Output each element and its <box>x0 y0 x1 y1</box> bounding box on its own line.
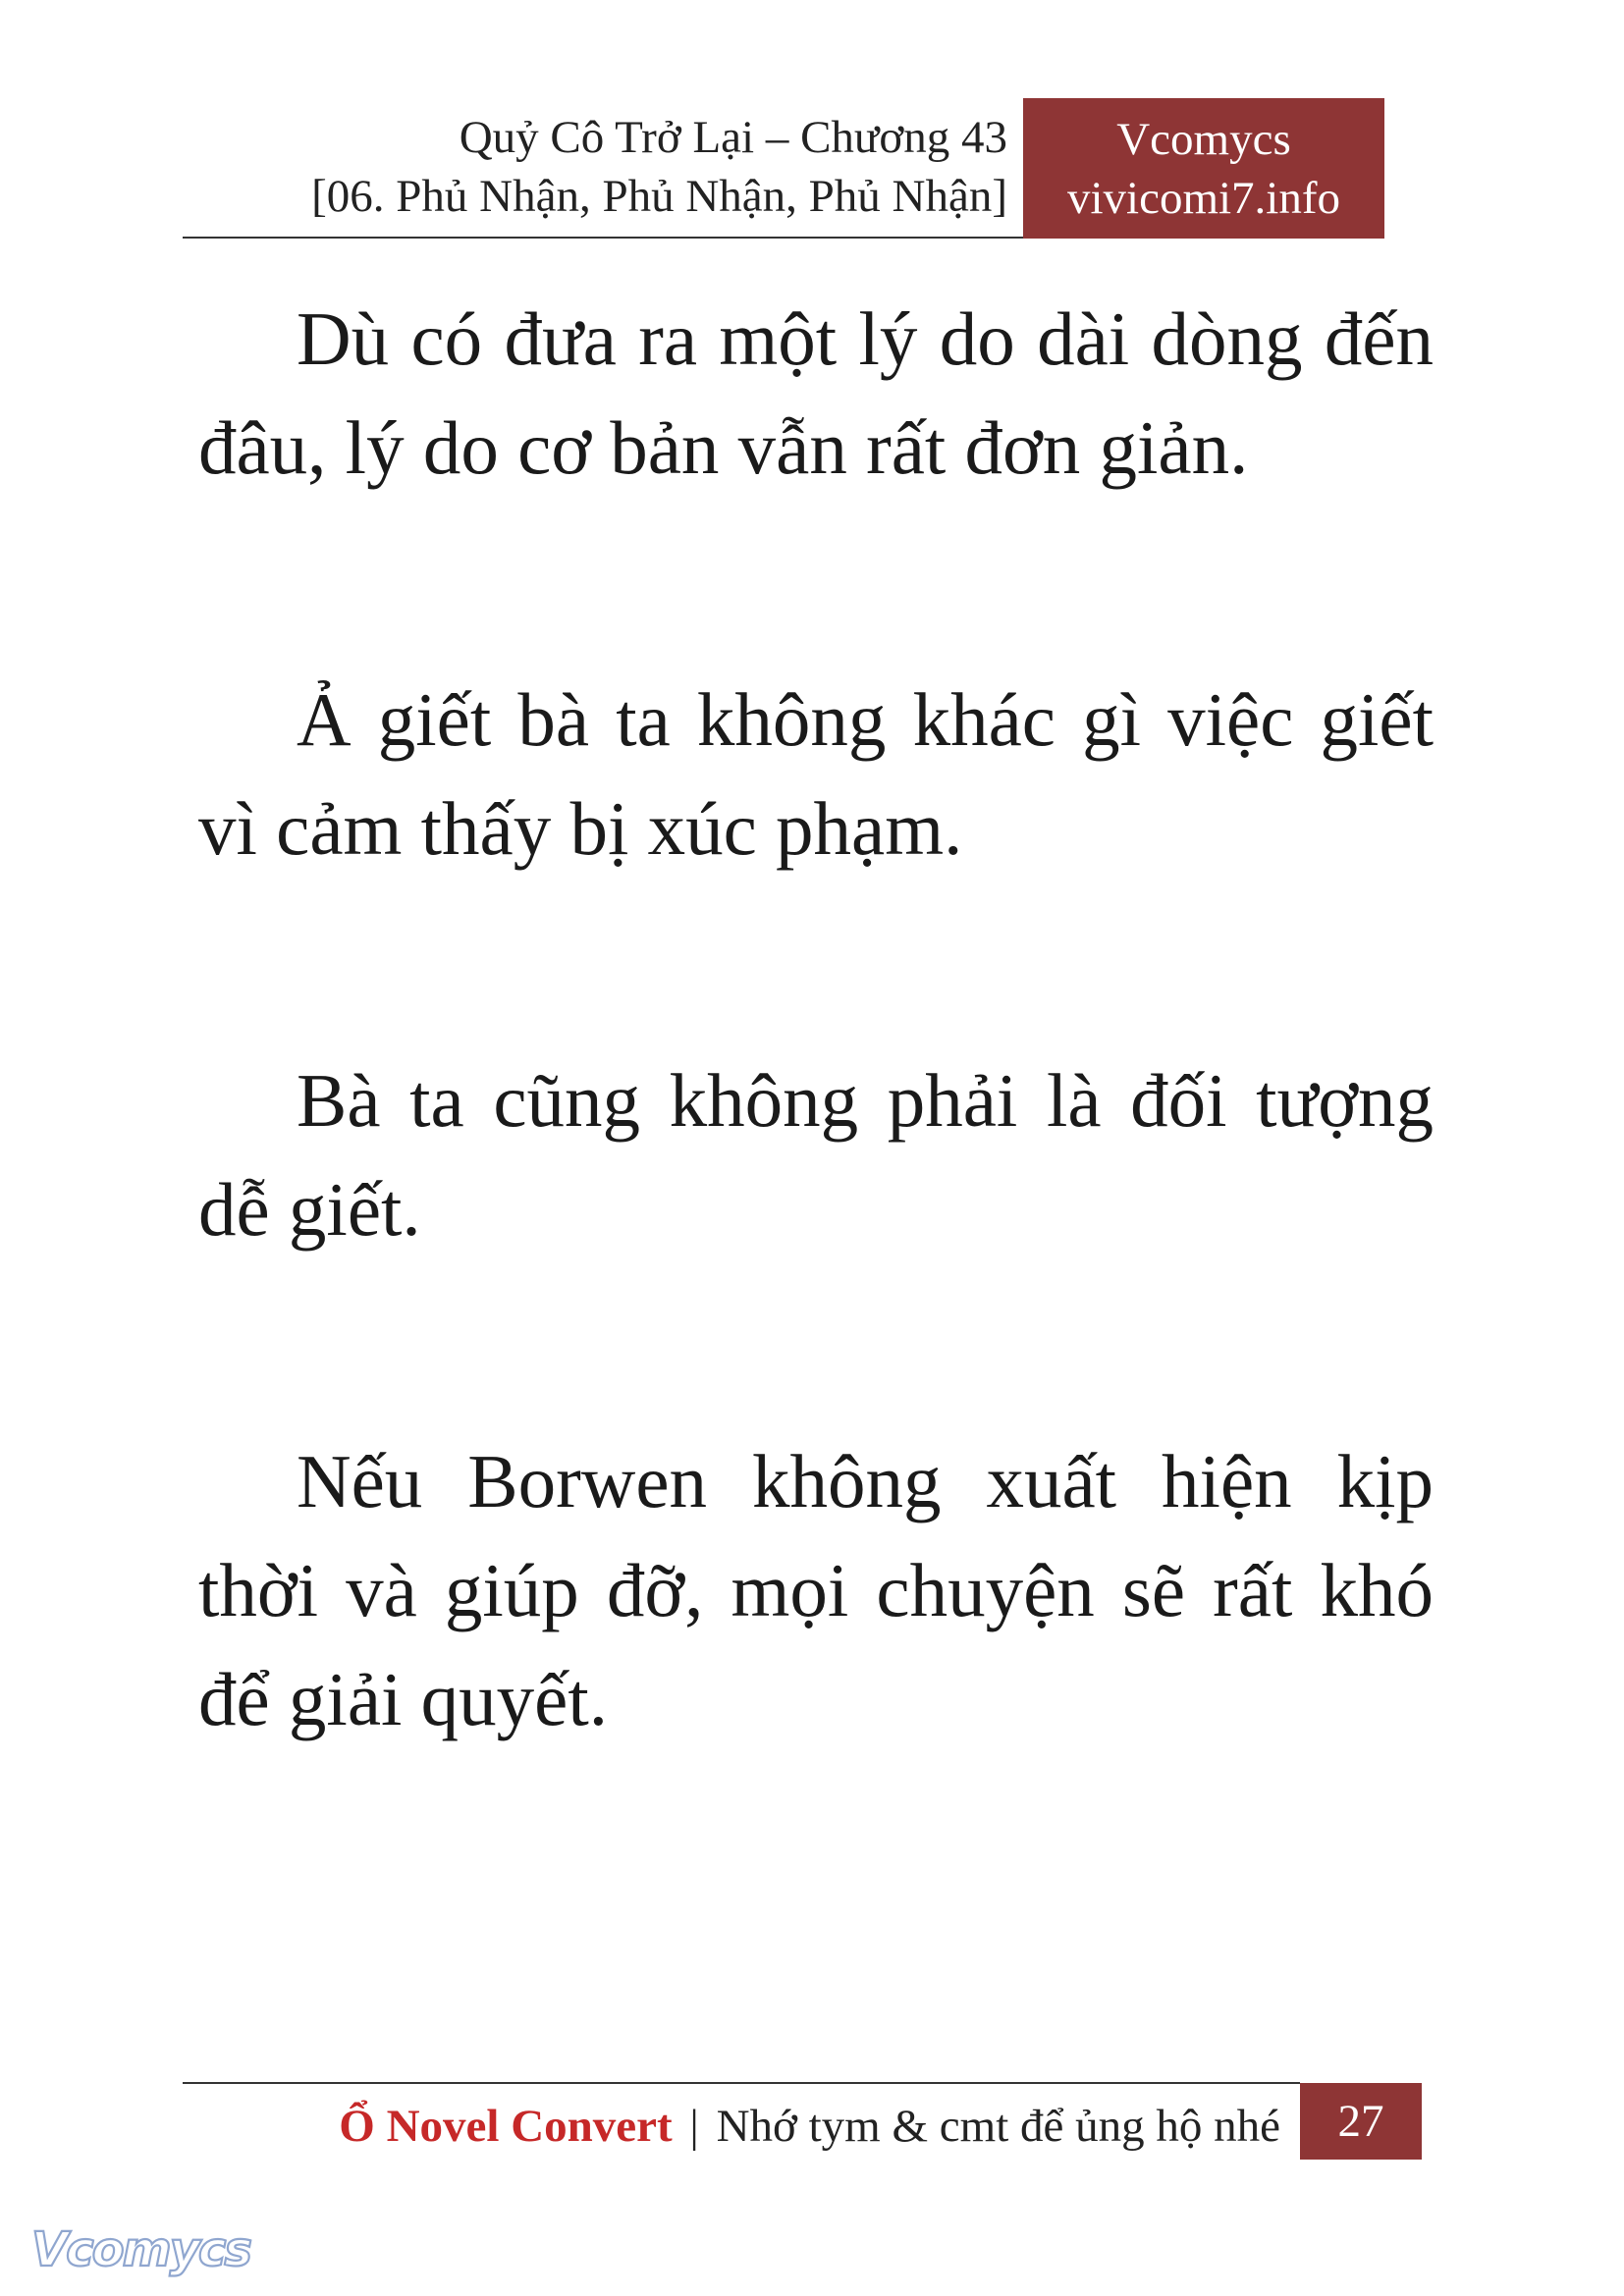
footer-line <box>339 2091 1280 2162</box>
footer-separator: | <box>689 2101 699 2152</box>
page-number: 27 <box>1300 2083 1422 2160</box>
paragraph: Nếu Borwen không xuất hiện kịp thời và giúp đỡ, mọi chuyện sẽ rất khó để giải quyết. <box>198 1439 1434 1741</box>
chapter-content <box>198 285 1434 1917</box>
watermark-logo <box>27 2220 253 2279</box>
footer-brand: Ổ Novel Convert <box>339 2101 673 2152</box>
brand-name: Vcomycs <box>1116 114 1291 165</box>
svg-text:Vcomycs: Vcomycs <box>31 2222 250 2277</box>
brand-site: vivicomi7.info <box>1066 173 1341 224</box>
chapter-title: Quỷ Cô Trở Lại – Chương 43 <box>459 112 1007 163</box>
paragraph: Dù có đưa ra một lý do dài dòng đến đâu, lý do cơ bản vẫn rất đơn giản. <box>198 296 1434 490</box>
paragraph: Ả giết bà ta không khác gì việc giết vì cảm thấy bị xúc phạm. <box>198 677 1434 871</box>
chapter-subtitle: [06. Phủ Nhận, Phủ Nhận, Phủ Nhận] <box>311 171 1007 222</box>
footer-divider <box>183 2082 1300 2084</box>
chapter-header <box>124 108 1007 226</box>
brand-badge <box>1023 98 1384 239</box>
paragraph: Bà ta cũng không phải là đối tượng dễ giết. <box>198 1058 1434 1252</box>
footer-message: Nhớ tym & cmt để ủng hộ nhé <box>716 2101 1280 2152</box>
header-divider <box>183 237 1023 239</box>
